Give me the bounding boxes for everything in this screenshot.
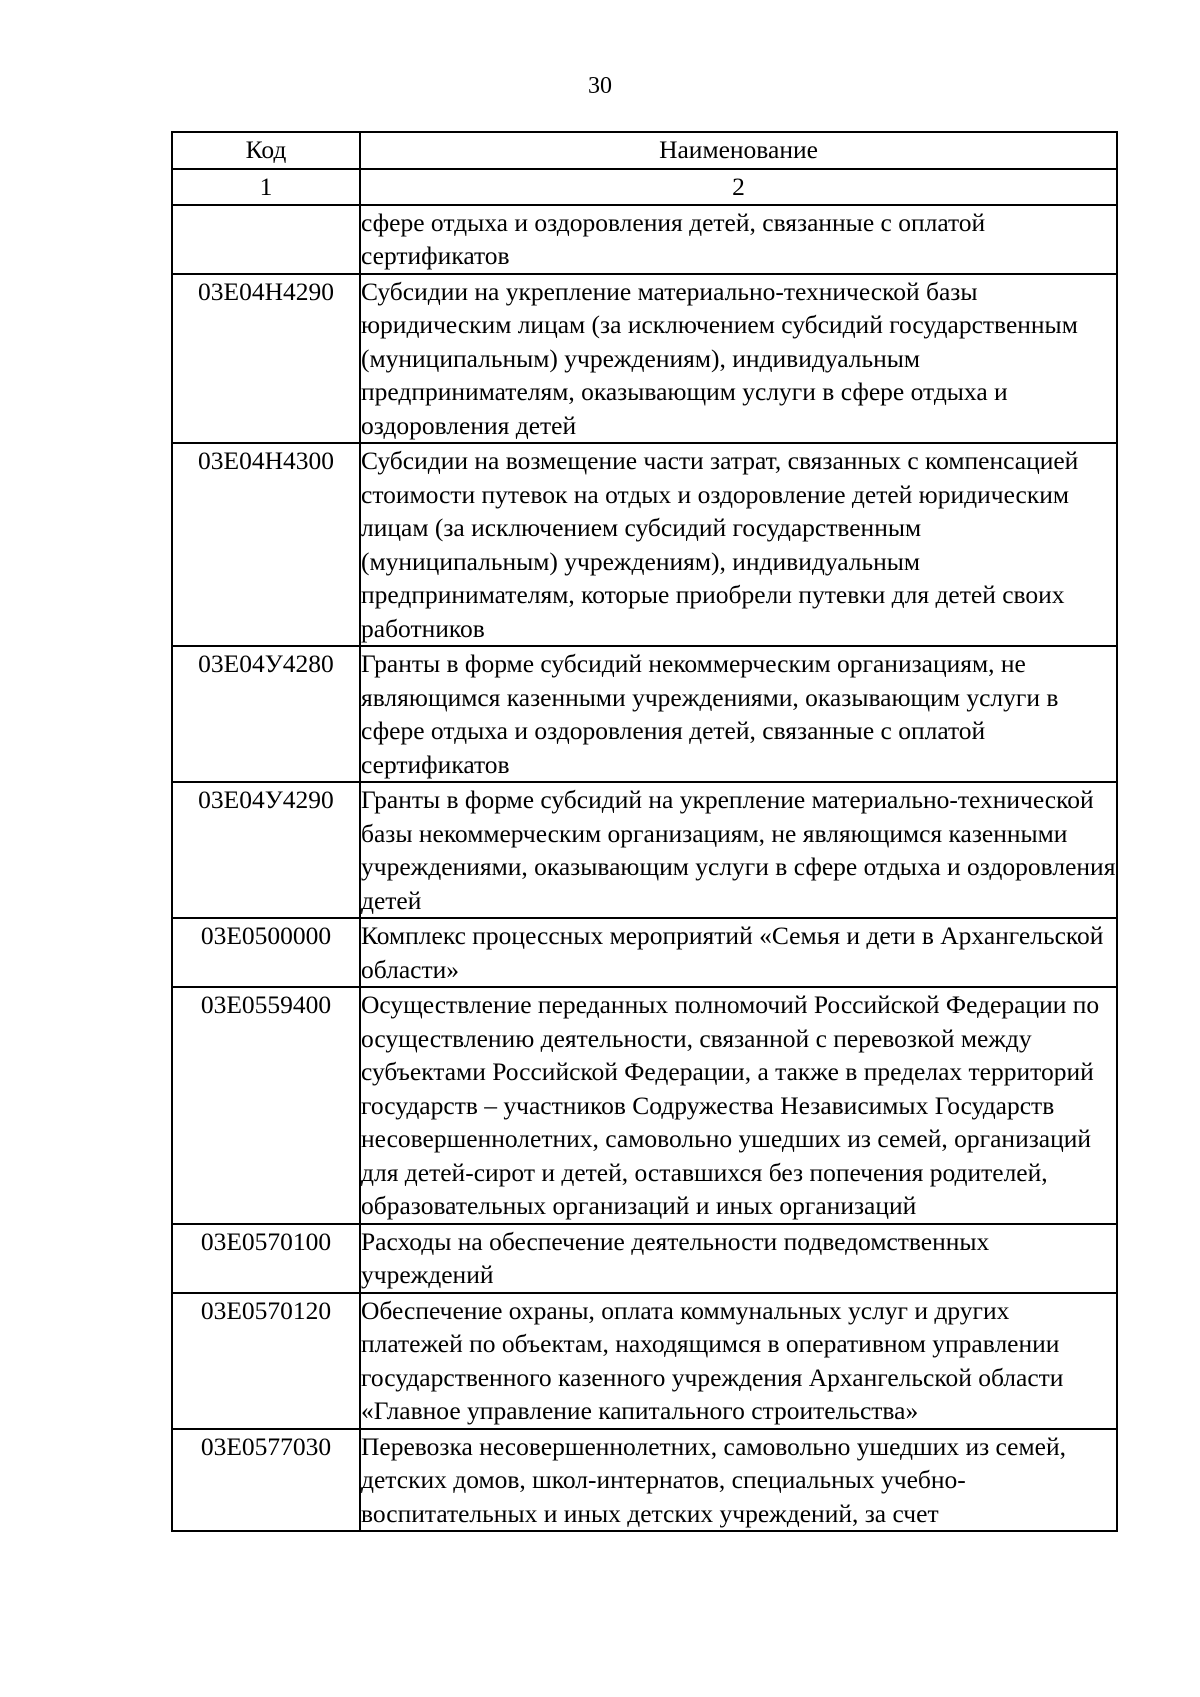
header-code: Код	[172, 132, 360, 169]
table-row	[172, 646, 1117, 782]
row-code: 03Е04У4290	[172, 782, 360, 918]
row-code: 03Е04Н4290	[172, 274, 360, 444]
table-row	[172, 987, 1117, 1224]
row-name: Комплекс процессных мероприятий «Семья и дети в Архангельской области»	[360, 918, 1117, 987]
row-name: Субсидии на укрепление материально-технической базы юридическим лицам (за исключением субсидий государственным (муниципальным) учреждениям), индивидуальным предпринимателям, оказывающим услуги в сфере отдыха и оздоровления детей	[360, 274, 1117, 444]
row-code: 03Е0570120	[172, 1293, 360, 1429]
row-code: 03Е04Н4300	[172, 443, 360, 646]
row-name: Осуществление переданных полномочий Российской Федерации по осуществлению деятельности, связанной с перевозкой между субъектами Российской Федерации, а также в пределах территорий государств – участников Содружества Независимых Государств несовершеннолетних, самовольно ушедших из семей, организаций для детей-сирот и детей, оставшихся без попечения родителей, образовательных организаций и иных организаций	[360, 987, 1117, 1224]
row-code: 03Е0559400	[172, 987, 360, 1224]
header-name: Наименование	[360, 132, 1117, 169]
table-row	[172, 1429, 1117, 1532]
row-name: Расходы на обеспечение деятельности подведомственных учреждений	[360, 1224, 1117, 1293]
table-row	[172, 1224, 1117, 1293]
table-row	[172, 205, 1117, 274]
table-row	[172, 274, 1117, 444]
row-code: 03Е04У4280	[172, 646, 360, 782]
table-row	[172, 918, 1117, 987]
row-name: Субсидии на возмещение части затрат, связанных с компенсацией стоимости путевок на отдых и оздоровление детей юридическим лицам (за исключением субсидий государственным (муниципальным) учреждениям), индивидуальным предпринимателям, которые приобрели путевки для детей своих работников	[360, 443, 1117, 646]
table-row	[172, 1293, 1117, 1429]
row-code: 03Е0500000	[172, 918, 360, 987]
budget-code-table	[171, 131, 1118, 1532]
row-name: Гранты в форме субсидий на укрепление материально-технической базы некоммерческим организациям, не являющимся казенными учреждениями, оказывающим услуги в сфере отдыха и оздоровления детей	[360, 782, 1117, 918]
row-name: сфере отдыха и оздоровления детей, связанные с оплатой сертификатов	[360, 205, 1117, 274]
row-code: 03Е0577030	[172, 1429, 360, 1532]
column-number-name: 2	[360, 169, 1117, 205]
row-name: Перевозка несовершеннолетних, самовольно ушедших из семей, детских домов, школ-интернатов, специальных учебно-воспитательных и иных детских учреждений, за счет	[360, 1429, 1117, 1532]
row-code: 03Е0570100	[172, 1224, 360, 1293]
table-row	[172, 443, 1117, 646]
column-number-row	[172, 169, 1117, 205]
page-number: 30	[588, 73, 612, 99]
column-number-code: 1	[172, 169, 360, 205]
row-name: Обеспечение охраны, оплата коммунальных услуг и других платежей по объектам, находящимся в оперативном управлении государственного казенного учреждения Архангельской области «Главное управление капитального строительства»	[360, 1293, 1117, 1429]
table-row	[172, 782, 1117, 918]
row-name: Гранты в форме субсидий некоммерческим организациям, не являющимся казенными учреждениями, оказывающим услуги в сфере отдыха и оздоровления детей, связанные с оплатой сертификатов	[360, 646, 1117, 782]
table-header-row	[172, 132, 1117, 169]
row-code	[172, 205, 360, 274]
